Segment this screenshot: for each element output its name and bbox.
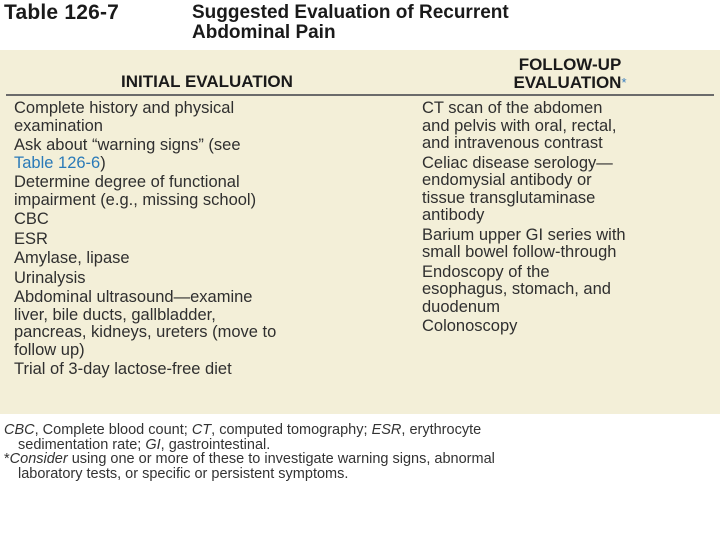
initial-item-line: [14, 250, 276, 268]
followup-heading-line1: FOLLOW-UP: [518, 55, 622, 74]
table-header: [0, 0, 720, 48]
asterisk-footnote-text: using one or more of these to investigate warning signs, abnormal: [67, 451, 495, 467]
abbr-ct: CT: [191, 422, 212, 438]
followup-item-line: [422, 281, 626, 299]
initial-item-text: Urinalysis: [14, 268, 86, 287]
initial-item-text: pancreas, kidneys, ureters (move to: [14, 323, 277, 341]
followup-item-line: [422, 299, 626, 317]
followup-item-text: and intravenous contrast: [422, 134, 603, 152]
table-126-6-link[interactable]: Table 126-6: [14, 153, 101, 172]
initial-item-text: CBC: [14, 210, 49, 228]
followup-item-text: CT scan of the abdomen: [422, 99, 603, 117]
followup-item-line: [422, 118, 626, 136]
followup-item-line: [422, 135, 626, 153]
followup-evaluation-list: [422, 100, 626, 336]
initial-evaluation-list: [14, 100, 276, 379]
followup-item-text: and pelvis with oral, rectal,: [422, 116, 617, 135]
initial-item-text: ESR: [14, 229, 48, 248]
table-title-line1: Suggested Evaluation of Recurrent: [192, 2, 509, 23]
followup-item-text: Celiac disease serology—: [422, 153, 613, 172]
abbr-esr: ESR: [371, 422, 402, 438]
followup-evaluation-heading: [470, 56, 670, 92]
initial-item-text: impairment (e.g., missing school): [14, 190, 257, 209]
initial-item-line: [14, 289, 276, 307]
initial-item-text: Trial of 3-day lactose-free diet: [14, 360, 232, 378]
initial-item-line: [14, 324, 276, 342]
initial-item-line: [14, 361, 276, 379]
followup-item-line: [422, 155, 626, 173]
initial-item-text: examination: [14, 116, 103, 135]
followup-item-text: endomysial antibody or: [422, 171, 592, 189]
asterisk-marker: *: [4, 451, 10, 467]
followup-asterisk: *: [621, 75, 627, 90]
followup-item-text: duodenum: [422, 297, 500, 316]
initial-item-text: liver, bile ducts, gallbladder,: [14, 305, 216, 324]
followup-item-text: Barium upper GI series with: [422, 225, 626, 244]
initial-item-text: Amylase, lipase: [14, 249, 130, 267]
initial-item-text: ): [100, 153, 106, 172]
initial-item-line: [14, 192, 276, 210]
table-number: Table 126-7: [4, 1, 120, 24]
asterisk-footnote-line2: laboratory tests, or specific or persistent symptoms.: [18, 465, 349, 482]
initial-item-line: [14, 118, 276, 136]
initial-item-line: [14, 211, 276, 229]
followup-item-line: [422, 264, 626, 282]
followup-item-text: antibody: [422, 206, 485, 224]
initial-item-text: Determine degree of functional: [14, 173, 240, 191]
abbr-cbc-definition: , Complete blood count;: [34, 422, 192, 438]
abbr-gi: GI: [145, 436, 161, 453]
followup-item-line: [422, 227, 626, 245]
followup-item-line: [422, 190, 626, 208]
followup-item-text: Endoscopy of the: [422, 262, 550, 281]
abbr-gi-definition: , gastrointestinal.: [160, 436, 271, 453]
initial-item-text: follow up): [14, 340, 85, 359]
table-number-box: [0, 0, 174, 48]
initial-item-line: [14, 100, 276, 118]
followup-heading-line2: EVALUATION: [513, 73, 622, 92]
heading-rule: [6, 94, 714, 96]
initial-item-text: Ask about “warning signs” (see: [14, 136, 241, 154]
followup-item-text: Colonoscopy: [422, 317, 518, 335]
abbr-ct-definition: , computed tomography;: [211, 422, 372, 438]
followup-item-line: [422, 100, 626, 118]
initial-item-line: [14, 307, 276, 325]
initial-item-line: [14, 270, 276, 288]
abbreviations-footnote-line2: [4, 438, 716, 453]
table-body: [0, 50, 720, 414]
followup-item-line: [422, 172, 626, 190]
abbr-esr-definition: , erythrocyte: [401, 422, 482, 438]
initial-item-line: [14, 342, 276, 360]
table-title-box: [180, 0, 720, 48]
table-title-line2: Abdominal Pain: [192, 22, 336, 43]
followup-item-text: tissue transglutaminase: [422, 188, 596, 207]
followup-item-text: esophagus, stomach, and: [422, 280, 611, 298]
consider-word: Consider: [9, 451, 68, 467]
followup-item-line: [422, 318, 626, 336]
followup-item-line: [422, 244, 626, 262]
initial-item-line: [14, 231, 276, 249]
initial-item-text: Complete history and physical: [14, 99, 235, 117]
initial-item-line: [14, 174, 276, 192]
abbr-esr-definition-cont: sedimentation rate;: [18, 436, 146, 453]
asterisk-footnote-line1: [4, 452, 716, 467]
initial-item-text: Abdominal ultrasound—examine: [14, 288, 253, 306]
followup-item-line: [422, 207, 626, 225]
initial-evaluation-heading: INITIAL EVALUATION: [121, 72, 293, 91]
followup-item-text: small bowel follow-through: [422, 243, 617, 261]
abbr-cbc: CBC: [4, 422, 35, 438]
abbreviations-footnote-line1: [4, 423, 716, 438]
table-footnotes: [4, 423, 716, 481]
initial-item-line: [14, 137, 276, 172]
